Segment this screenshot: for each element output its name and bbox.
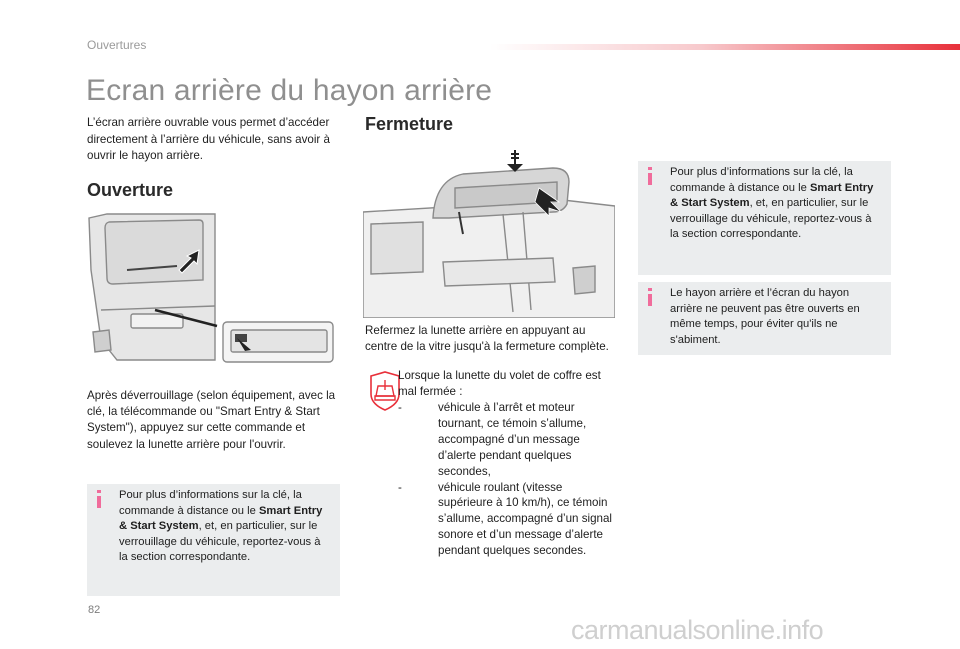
info-text: Pour plus d’informations sur la clé, la commande à distance ou le Smart Entry & Start System, et, en particulier, sur le verrouillage du véhicule, reportez-vous à la section correspondante.: [119, 489, 323, 564]
heading-fermeture: Fermeture: [365, 114, 454, 134]
list-item: - véhicule roulant (vitesse supérieure à 10 km/h), ce témoin s’allume, accompagné d’un signal sonore et d’un message d’alerte pendant quelques secondes.: [398, 480, 613, 558]
rear-window-open-illustration: [87, 210, 340, 382]
info-text: Pour plus d’informations sur la clé, la commande à distance ou le Smart Entry & Start System, et, en particulier, sur le verrouillage du véhicule, reportez-vous à la section correspondante.: [670, 166, 874, 241]
info-box-hayon: [638, 282, 891, 355]
info-icon: [646, 288, 654, 306]
info-icon: [95, 490, 103, 508]
warning-list: [398, 400, 620, 559]
info-icon: [646, 167, 654, 185]
watermark: carmanualsonline.info: [571, 615, 824, 645]
heading-ouverture: Ouverture: [87, 180, 174, 200]
info-box-key-right: [638, 161, 891, 275]
page-title: Ecran arrière du hayon arrière: [86, 74, 493, 107]
info-text: Le hayon arrière et l’écran du hayon arrière ne peuvent pas être ouverts en même temps, pour éviter qu'ils ne s'abiment.: [670, 287, 860, 346]
header-accent-bar: [490, 44, 960, 50]
fermeture-text: Refermez la lunette arrière en appuyant au centre de la vitre jusqu'à la fermeture complète.: [365, 324, 609, 354]
warning-intro: Lorsque la lunette du volet de coffre est mal fermée :: [398, 369, 601, 398]
list-item: - véhicule à l’arrêt et moteur tournant, ce témoin s’allume, accompagné d’un message d’alerte pendant quelques secondes,: [398, 401, 587, 478]
intro-text: L’écran arrière ouvrable vous permet d’accéder directement à l’arrière du véhicule, sans avoir à ouvrir le hayon arrière.: [87, 116, 330, 162]
rear-window-close-illustration: [363, 142, 615, 318]
ouverture-text: Après déverrouillage (selon équipement, avec la clé, la télécommande ou "Smart Entry & Start System"), appuyez sur cette commande et soulevez la lunette arrière pour l'ouvrir.: [87, 389, 336, 451]
section-label: Ouvertures: [87, 38, 147, 52]
info-box-key: [87, 484, 340, 596]
page-number: 82: [88, 604, 101, 616]
